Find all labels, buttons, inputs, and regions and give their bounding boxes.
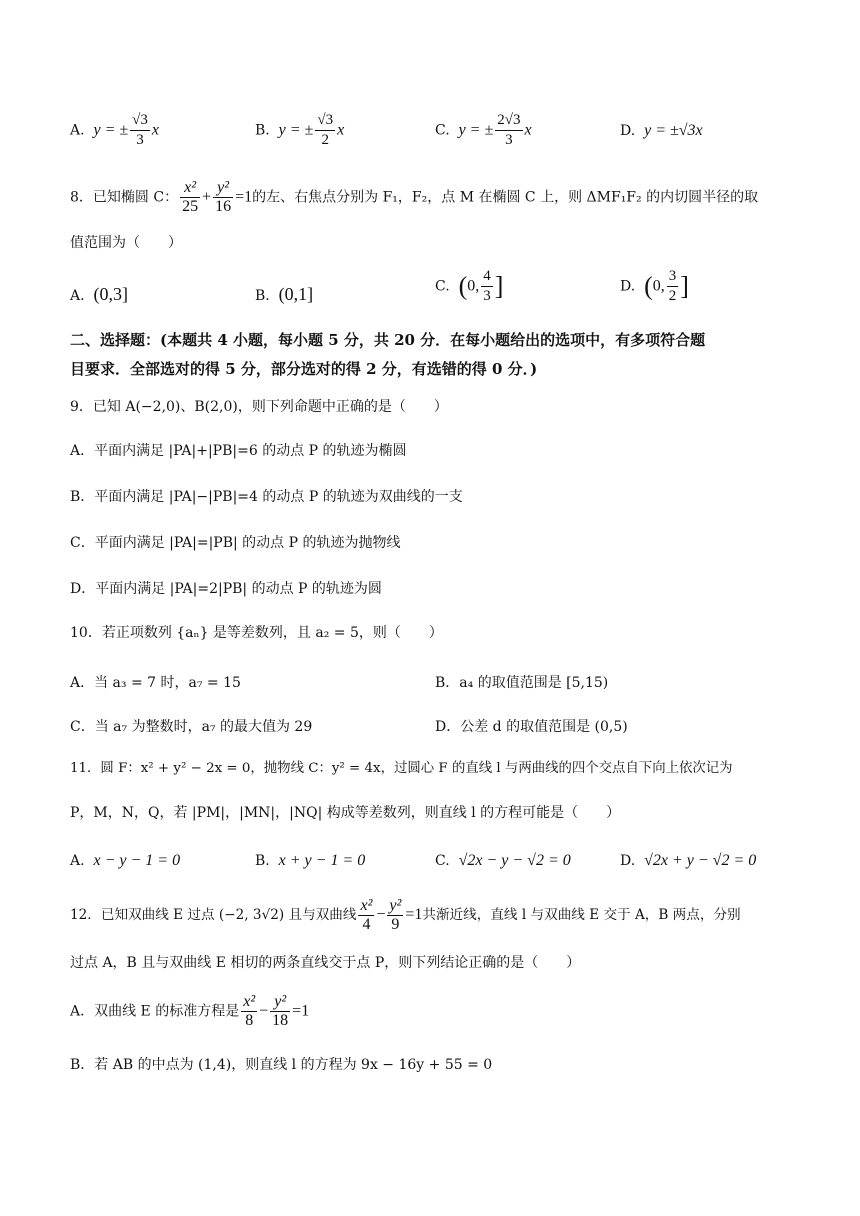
q10-option-c: C．当 a₇ 为整数时，a₇ 的最大值为 29 — [70, 719, 313, 735]
q7-option-c: C. y = ± $\frac{2√3}{3}$ x — [435, 112, 532, 148]
q10-option-a: A．当 a₃ = 7 时，a₇ = 15 — [70, 675, 241, 691]
q12-stem-line2: 过点 A，B 且与双曲线 E 相切的两条直线交于点 P，则下列结论正确的是（ ） — [70, 955, 581, 971]
q9-stem: 9．已知 A(−2,0)、B(2,0)，则下列命题中正确的是（ ） — [70, 399, 448, 415]
q11-stem-line1: 11．圆 F：x² + y² − 2x = 0，抛物线 C：y² = 4x，过圆心 F 的直线 l 与两曲线的四个交点自下向上依次记为 — [70, 761, 733, 776]
q7-option-d: D. y = ±√3x — [620, 122, 703, 139]
q11-option-a: A. x − y − 1 = 0 — [70, 852, 181, 869]
q12-option-a: A．双曲线 E 的标准方程是 $\frac{\text{x²}}{8}$ − $\frac{\text{y²}}{18}$ =1 — [70, 993, 310, 1029]
q10-option-d: D．公差 d 的取值范围是 (0,5) — [435, 719, 628, 735]
q9-option-b: B．平面内满足 |PA|−|PB|=4 的动点 P 的轨迹为双曲线的一支 — [70, 489, 463, 505]
q12-stem-line1: 12．已知双曲线 E 过点 (−2, 3√2) 且与双曲线 $\frac{\text{x²}}{4}$ − $\frac{\text{y²}}{9}$ =1共渐近线，直线 l 与双曲线 E 交于 A，B 两点，分别 — [70, 897, 741, 933]
q8-stem-line2: 值范围为（ ） — [70, 235, 182, 251]
q10-option-b: B．a₄ 的取值范围是 [5,15) — [435, 675, 609, 691]
q9-option-c: C．平面内满足 |PA|=|PB| 的动点 P 的轨迹为抛物线 — [70, 535, 401, 551]
q7-option-b: B. y = ± $\frac{√3}{2}$ x — [255, 112, 345, 148]
section-2-header-line2: 目要求．全部选对的得 5 分，部分选对的得 2 分，有选错的得 0 分．) — [70, 360, 538, 378]
q8-option-d: D. (0, $\frac{3}{2}$ ] — [620, 268, 689, 304]
q11-option-b: B. x + y − 1 = 0 — [255, 852, 366, 869]
q7-option-a: A. y = ± $\frac{√3}{3}$ x — [70, 112, 159, 148]
q8-option-c: C. (0, $\frac{4}{3}$ ] — [435, 268, 504, 304]
q10-stem: 10．若正项数列 {aₙ} 是等差数列，且 a₂ = 5，则（ ） — [70, 625, 443, 641]
q9-option-d: D．平面内满足 |PA|=2|PB| 的动点 P 的轨迹为圆 — [70, 581, 382, 597]
q8-option-a: A. (0,3] — [70, 284, 128, 304]
q8-option-b: B. (0,1] — [255, 284, 314, 304]
q11-stem-line2: P，M，N，Q，若 |PM|，|MN|，|NQ| 构成等差数列，则直线 l 的方程可能是（ ） — [70, 805, 621, 821]
section-2-header-line1: 二、选择题：(本题共 4 小题，每小题 5 分，共 20 分．在每小题给出的选项中，有多项符合题 — [70, 331, 706, 349]
q8-stem-line1: 8．已知椭圆 C： $\frac{\text{x²}}{25}$ + $\frac{\text{y²}}{16}$ =1的左、右焦点分别为 F₁，F₂，点 M 在椭圆 C 上，则 ΔMF₁F₂ 的内切圆半径的取 — [70, 179, 759, 215]
q11-option-c: C. √2x − y − √2 = 0 — [435, 852, 571, 869]
q11-option-d: D. √2x + y − √2 = 0 — [620, 852, 757, 869]
q9-option-a: A．平面内满足 |PA|+|PB|=6 的动点 P 的轨迹为椭圆 — [70, 443, 407, 459]
q12-option-b: B．若 AB 的中点为 (1,4)，则直线 l 的方程为 9x − 16y + 55 = 0 — [70, 1057, 493, 1073]
